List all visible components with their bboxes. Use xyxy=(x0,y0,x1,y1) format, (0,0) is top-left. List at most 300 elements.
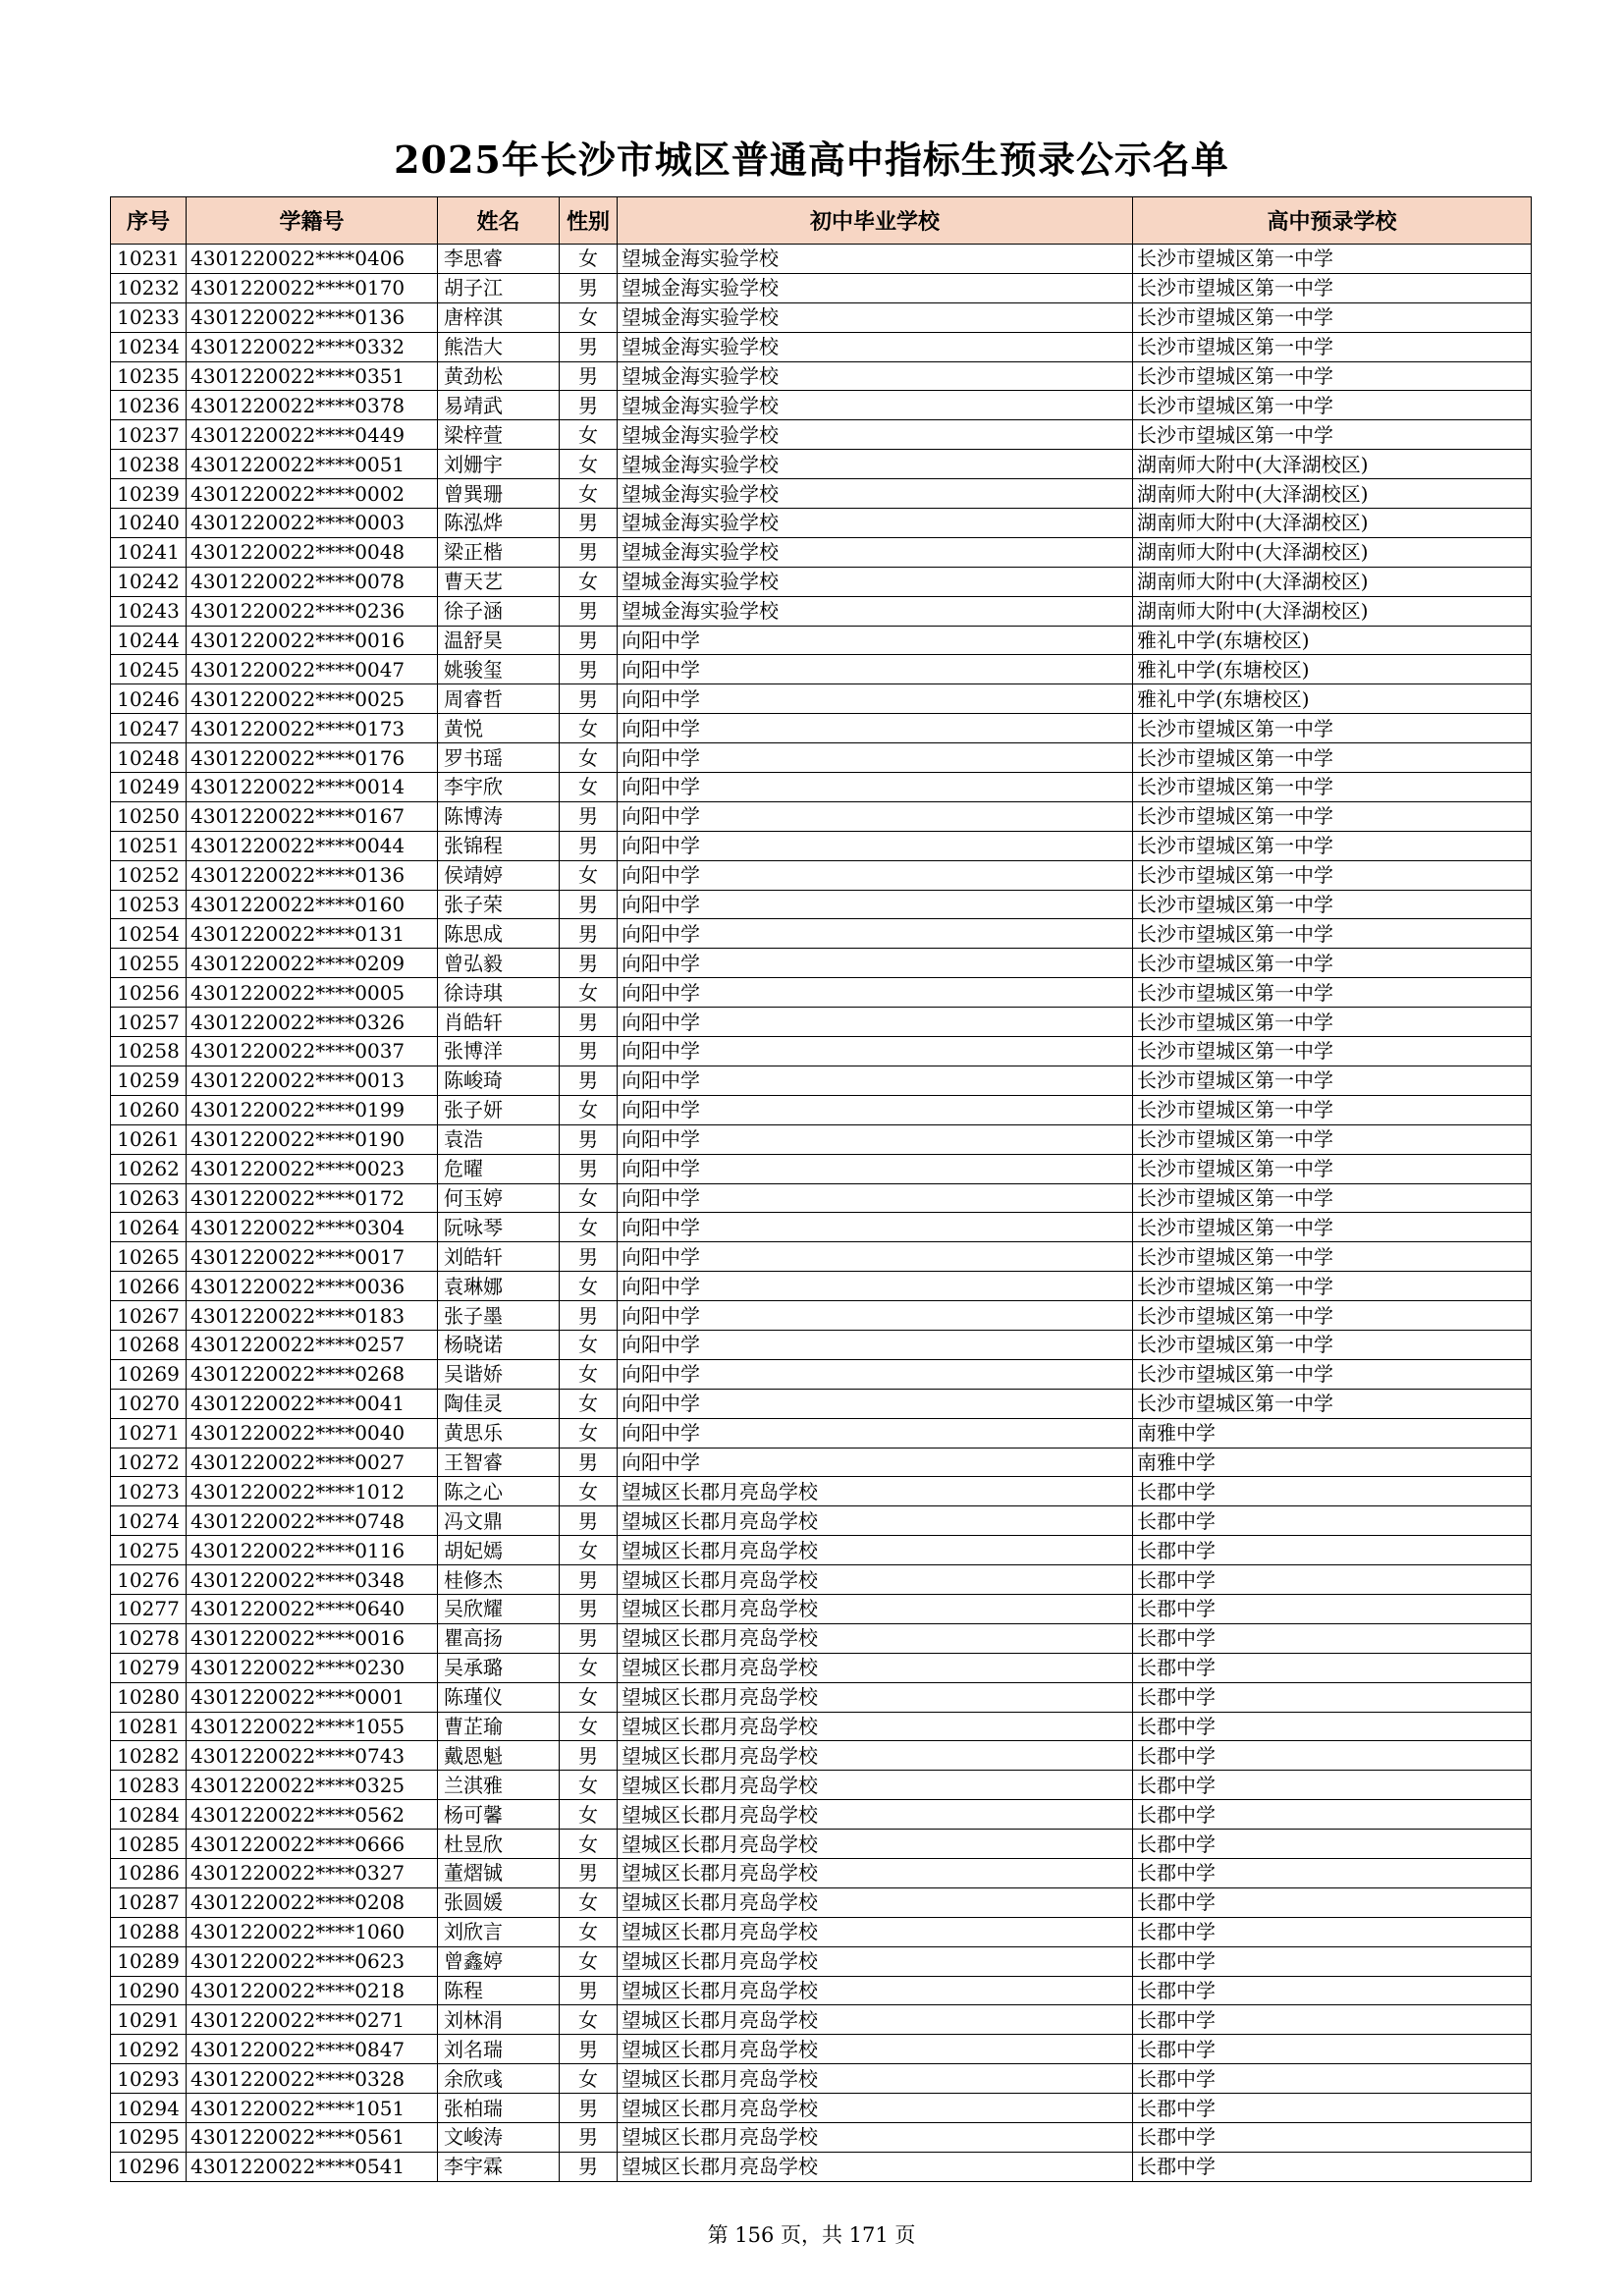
cell-name: 李宇欣 xyxy=(438,773,560,802)
cell-senior-school: 长郡中学 xyxy=(1133,2005,1532,2035)
cell-name: 兰淇雅 xyxy=(438,1771,560,1800)
cell-senior-school: 湖南师大附中(大泽湖校区) xyxy=(1133,567,1532,596)
cell-student-id: 4301220022****1060 xyxy=(187,1917,438,1946)
table-row xyxy=(111,2152,1532,2181)
cell-student-id: 4301220022****0040 xyxy=(187,1418,438,1448)
cell-name: 易靖武 xyxy=(438,391,560,420)
cell-seq: 10266 xyxy=(111,1272,187,1301)
cell-seq: 10244 xyxy=(111,626,187,655)
cell-seq: 10261 xyxy=(111,1124,187,1154)
cell-junior-school: 向阳中学 xyxy=(618,1448,1133,1477)
cell-student-id: 4301220022****0016 xyxy=(187,626,438,655)
cell-junior-school: 向阳中学 xyxy=(618,1213,1133,1242)
cell-gender: 男 xyxy=(560,509,618,538)
cell-senior-school: 长沙市望城区第一中学 xyxy=(1133,1330,1532,1359)
cell-student-id: 4301220022****0666 xyxy=(187,1830,438,1859)
table-row xyxy=(111,2094,1532,2123)
cell-seq: 10263 xyxy=(111,1183,187,1213)
cell-junior-school: 望城区长郡月亮岛学校 xyxy=(618,1712,1133,1741)
cell-gender: 女 xyxy=(560,1946,618,1976)
cell-seq: 10295 xyxy=(111,2123,187,2153)
cell-junior-school: 向阳中学 xyxy=(618,1124,1133,1154)
cell-junior-school: 向阳中学 xyxy=(618,626,1133,655)
table-row xyxy=(111,1917,1532,1946)
table-row xyxy=(111,1242,1532,1272)
cell-junior-school: 向阳中学 xyxy=(618,1272,1133,1301)
table-row xyxy=(111,949,1532,978)
cell-name: 曾弘毅 xyxy=(438,949,560,978)
cell-senior-school: 长郡中学 xyxy=(1133,1858,1532,1887)
cell-junior-school: 向阳中学 xyxy=(618,831,1133,860)
cell-seq: 10233 xyxy=(111,302,187,332)
cell-senior-school: 长沙市望城区第一中学 xyxy=(1133,831,1532,860)
cell-senior-school: 长郡中学 xyxy=(1133,1477,1532,1506)
cell-junior-school: 向阳中学 xyxy=(618,1301,1133,1331)
cell-name: 温舒昊 xyxy=(438,626,560,655)
cell-gender: 男 xyxy=(560,1124,618,1154)
table-row xyxy=(111,801,1532,831)
table-row xyxy=(111,1623,1532,1653)
cell-name: 姚骏玺 xyxy=(438,655,560,684)
cell-name: 危曜 xyxy=(438,1154,560,1183)
table-row xyxy=(111,1771,1532,1800)
cell-name: 王智睿 xyxy=(438,1448,560,1477)
cell-seq: 10291 xyxy=(111,2005,187,2035)
cell-seq: 10249 xyxy=(111,773,187,802)
cell-student-id: 4301220022****0190 xyxy=(187,1124,438,1154)
cell-name: 张柏瑞 xyxy=(438,2094,560,2123)
table-row xyxy=(111,2123,1532,2153)
table-row xyxy=(111,273,1532,302)
cell-student-id: 4301220022****0351 xyxy=(187,361,438,391)
cell-gender: 女 xyxy=(560,1359,618,1389)
cell-student-id: 4301220022****0199 xyxy=(187,1095,438,1124)
cell-student-id: 4301220022****0748 xyxy=(187,1506,438,1536)
cell-name: 阮咏琴 xyxy=(438,1213,560,1242)
cell-student-id: 4301220022****0002 xyxy=(187,479,438,509)
cell-gender: 男 xyxy=(560,919,618,949)
cell-senior-school: 长郡中学 xyxy=(1133,1594,1532,1623)
cell-junior-school: 向阳中学 xyxy=(618,655,1133,684)
cell-student-id: 4301220022****0449 xyxy=(187,420,438,450)
cell-student-id: 4301220022****0048 xyxy=(187,537,438,567)
table-row xyxy=(111,1330,1532,1359)
cell-junior-school: 望城区长郡月亮岛学校 xyxy=(618,1858,1133,1887)
cell-student-id: 4301220022****0640 xyxy=(187,1594,438,1623)
cell-junior-school: 望城金海实验学校 xyxy=(618,479,1133,509)
cell-senior-school: 湖南师大附中(大泽湖校区) xyxy=(1133,509,1532,538)
cell-junior-school: 望城区长郡月亮岛学校 xyxy=(618,1741,1133,1771)
cell-senior-school: 长沙市望城区第一中学 xyxy=(1133,949,1532,978)
cell-seq: 10274 xyxy=(111,1506,187,1536)
cell-junior-school: 望城区长郡月亮岛学校 xyxy=(618,1477,1133,1506)
cell-name: 瞿高扬 xyxy=(438,1623,560,1653)
table-row xyxy=(111,1594,1532,1623)
cell-gender: 男 xyxy=(560,949,618,978)
cell-junior-school: 望城金海实验学校 xyxy=(618,391,1133,420)
cell-gender: 女 xyxy=(560,1682,618,1712)
cell-gender: 女 xyxy=(560,860,618,890)
cell-student-id: 4301220022****0136 xyxy=(187,860,438,890)
cell-junior-school: 望城金海实验学校 xyxy=(618,332,1133,361)
cell-student-id: 4301220022****0327 xyxy=(187,1858,438,1887)
cell-seq: 10242 xyxy=(111,567,187,596)
table-row xyxy=(111,479,1532,509)
cell-junior-school: 向阳中学 xyxy=(618,1242,1133,1272)
cell-senior-school: 长沙市望城区第一中学 xyxy=(1133,420,1532,450)
header-junior-school: 初中毕业学校 xyxy=(618,197,1133,245)
cell-junior-school: 望城金海实验学校 xyxy=(618,361,1133,391)
cell-seq: 10239 xyxy=(111,479,187,509)
table-row xyxy=(111,684,1532,714)
table-row xyxy=(111,1536,1532,1565)
cell-gender: 男 xyxy=(560,1594,618,1623)
table-row xyxy=(111,1154,1532,1183)
cell-senior-school: 长沙市望城区第一中学 xyxy=(1133,801,1532,831)
cell-name: 侯靖婷 xyxy=(438,860,560,890)
cell-seq: 10262 xyxy=(111,1154,187,1183)
cell-seq: 10290 xyxy=(111,1976,187,2005)
cell-junior-school: 望城区长郡月亮岛学校 xyxy=(618,1653,1133,1682)
cell-student-id: 4301220022****0326 xyxy=(187,1008,438,1037)
table-row xyxy=(111,626,1532,655)
cell-name: 罗书瑶 xyxy=(438,743,560,773)
cell-senior-school: 长郡中学 xyxy=(1133,1741,1532,1771)
cell-senior-school: 长沙市望城区第一中学 xyxy=(1133,391,1532,420)
cell-seq: 10289 xyxy=(111,1946,187,1976)
cell-name: 董熠铖 xyxy=(438,1858,560,1887)
cell-name: 胡子江 xyxy=(438,273,560,302)
cell-senior-school: 长沙市望城区第一中学 xyxy=(1133,1037,1532,1066)
cell-junior-school: 望城区长郡月亮岛学校 xyxy=(618,1536,1133,1565)
cell-name: 黄劲松 xyxy=(438,361,560,391)
cell-name: 曾巽珊 xyxy=(438,479,560,509)
cell-student-id: 4301220022****0037 xyxy=(187,1037,438,1066)
cell-gender: 女 xyxy=(560,714,618,743)
cell-senior-school: 长沙市望城区第一中学 xyxy=(1133,773,1532,802)
cell-junior-school: 望城金海实验学校 xyxy=(618,420,1133,450)
cell-name: 梁正楷 xyxy=(438,537,560,567)
cell-senior-school: 长郡中学 xyxy=(1133,1623,1532,1653)
cell-seq: 10234 xyxy=(111,332,187,361)
cell-name: 张子妍 xyxy=(438,1095,560,1124)
table-row xyxy=(111,567,1532,596)
cell-senior-school: 长沙市望城区第一中学 xyxy=(1133,1359,1532,1389)
cell-gender: 女 xyxy=(560,1830,618,1859)
cell-junior-school: 望城金海实验学校 xyxy=(618,509,1133,538)
cell-seq: 10280 xyxy=(111,1682,187,1712)
cell-senior-school: 长郡中学 xyxy=(1133,1682,1532,1712)
cell-name: 刘皓轩 xyxy=(438,1242,560,1272)
cell-student-id: 4301220022****0014 xyxy=(187,773,438,802)
cell-student-id: 4301220022****0136 xyxy=(187,302,438,332)
cell-name: 何玉婷 xyxy=(438,1183,560,1213)
cell-junior-school: 向阳中学 xyxy=(618,684,1133,714)
cell-junior-school: 向阳中学 xyxy=(618,1359,1133,1389)
cell-seq: 10264 xyxy=(111,1213,187,1242)
table-row xyxy=(111,596,1532,626)
cell-student-id: 4301220022****0325 xyxy=(187,1771,438,1800)
cell-gender: 女 xyxy=(560,1477,618,1506)
cell-seq: 10235 xyxy=(111,361,187,391)
table-row xyxy=(111,1301,1532,1331)
cell-seq: 10258 xyxy=(111,1037,187,1066)
cell-seq: 10285 xyxy=(111,1830,187,1859)
cell-senior-school: 南雅中学 xyxy=(1133,1418,1532,1448)
table-row xyxy=(111,509,1532,538)
table-row xyxy=(111,2035,1532,2064)
cell-seq: 10252 xyxy=(111,860,187,890)
cell-name: 吴承璐 xyxy=(438,1653,560,1682)
cell-student-id: 4301220022****0332 xyxy=(187,332,438,361)
cell-gender: 男 xyxy=(560,332,618,361)
cell-junior-school: 向阳中学 xyxy=(618,1037,1133,1066)
cell-senior-school: 长沙市望城区第一中学 xyxy=(1133,361,1532,391)
roster-table xyxy=(110,196,1532,2182)
cell-gender: 男 xyxy=(560,1037,618,1066)
cell-gender: 男 xyxy=(560,1008,618,1037)
cell-seq: 10272 xyxy=(111,1448,187,1477)
cell-senior-school: 长郡中学 xyxy=(1133,1830,1532,1859)
table-row xyxy=(111,1800,1532,1830)
cell-gender: 女 xyxy=(560,420,618,450)
cell-gender: 男 xyxy=(560,1741,618,1771)
cell-gender: 女 xyxy=(560,1800,618,1830)
cell-junior-school: 向阳中学 xyxy=(618,714,1133,743)
cell-seq: 10255 xyxy=(111,949,187,978)
cell-gender: 女 xyxy=(560,773,618,802)
cell-gender: 男 xyxy=(560,1506,618,1536)
cell-name: 陈峻琦 xyxy=(438,1066,560,1095)
cell-name: 袁琳娜 xyxy=(438,1272,560,1301)
cell-seq: 10236 xyxy=(111,391,187,420)
cell-student-id: 4301220022****0743 xyxy=(187,1741,438,1771)
cell-seq: 10287 xyxy=(111,1887,187,1917)
table-row xyxy=(111,1183,1532,1213)
cell-seq: 10232 xyxy=(111,273,187,302)
cell-seq: 10248 xyxy=(111,743,187,773)
table-row xyxy=(111,1477,1532,1506)
table-row xyxy=(111,831,1532,860)
cell-seq: 10231 xyxy=(111,245,187,274)
cell-seq: 10281 xyxy=(111,1712,187,1741)
cell-senior-school: 雅礼中学(东塘校区) xyxy=(1133,655,1532,684)
table-row xyxy=(111,1448,1532,1477)
cell-junior-school: 望城区长郡月亮岛学校 xyxy=(618,1565,1133,1595)
cell-seq: 10240 xyxy=(111,509,187,538)
cell-name: 张锦程 xyxy=(438,831,560,860)
cell-name: 曾鑫婷 xyxy=(438,1946,560,1976)
cell-gender: 男 xyxy=(560,2123,618,2153)
table-row xyxy=(111,1213,1532,1242)
cell-junior-school: 望城区长郡月亮岛学校 xyxy=(618,1800,1133,1830)
cell-senior-school: 长郡中学 xyxy=(1133,2035,1532,2064)
cell-gender: 男 xyxy=(560,1154,618,1183)
cell-junior-school: 望城区长郡月亮岛学校 xyxy=(618,1623,1133,1653)
cell-junior-school: 望城区长郡月亮岛学校 xyxy=(618,2123,1133,2153)
cell-name: 黄思乐 xyxy=(438,1418,560,1448)
cell-student-id: 4301220022****0017 xyxy=(187,1242,438,1272)
table-row xyxy=(111,1830,1532,1859)
cell-junior-school: 向阳中学 xyxy=(618,1389,1133,1418)
cell-student-id: 4301220022****0847 xyxy=(187,2035,438,2064)
table-row xyxy=(111,714,1532,743)
cell-junior-school: 向阳中学 xyxy=(618,1066,1133,1095)
cell-junior-school: 向阳中学 xyxy=(618,919,1133,949)
cell-student-id: 4301220022****0027 xyxy=(187,1448,438,1477)
cell-junior-school: 向阳中学 xyxy=(618,1418,1133,1448)
table-row xyxy=(111,1653,1532,1682)
cell-seq: 10283 xyxy=(111,1771,187,1800)
cell-gender: 女 xyxy=(560,2064,618,2094)
cell-gender: 女 xyxy=(560,1712,618,1741)
cell-name: 余欣彧 xyxy=(438,2064,560,2094)
cell-seq: 10296 xyxy=(111,2152,187,2181)
cell-junior-school: 望城金海实验学校 xyxy=(618,245,1133,274)
cell-student-id: 4301220022****0078 xyxy=(187,567,438,596)
cell-seq: 10260 xyxy=(111,1095,187,1124)
cell-senior-school: 长沙市望城区第一中学 xyxy=(1133,1213,1532,1242)
cell-seq: 10251 xyxy=(111,831,187,860)
cell-seq: 10268 xyxy=(111,1330,187,1359)
cell-student-id: 4301220022****0623 xyxy=(187,1946,438,1976)
page-footer: 第 156 页，共 171 页 xyxy=(707,2223,916,2247)
cell-junior-school: 向阳中学 xyxy=(618,801,1133,831)
cell-gender: 女 xyxy=(560,1917,618,1946)
cell-student-id: 4301220022****0013 xyxy=(187,1066,438,1095)
table-row xyxy=(111,332,1532,361)
cell-senior-school: 湖南师大附中(大泽湖校区) xyxy=(1133,450,1532,479)
table-row xyxy=(111,245,1532,274)
cell-gender: 男 xyxy=(560,273,618,302)
cell-gender: 女 xyxy=(560,1418,618,1448)
cell-gender: 女 xyxy=(560,1389,618,1418)
cell-name: 熊浩大 xyxy=(438,332,560,361)
cell-junior-school: 望城区长郡月亮岛学校 xyxy=(618,1594,1133,1623)
cell-junior-school: 望城区长郡月亮岛学校 xyxy=(618,1946,1133,1976)
header-name: 姓名 xyxy=(438,197,560,245)
cell-senior-school: 长郡中学 xyxy=(1133,2094,1532,2123)
table-row xyxy=(111,919,1532,949)
cell-senior-school: 长郡中学 xyxy=(1133,1976,1532,2005)
cell-seq: 10254 xyxy=(111,919,187,949)
cell-student-id: 4301220022****0001 xyxy=(187,1682,438,1712)
cell-senior-school: 长沙市望城区第一中学 xyxy=(1133,1095,1532,1124)
cell-junior-school: 望城金海实验学校 xyxy=(618,596,1133,626)
cell-student-id: 4301220022****0173 xyxy=(187,714,438,743)
cell-junior-school: 望城区长郡月亮岛学校 xyxy=(618,2035,1133,2064)
cell-student-id: 4301220022****0005 xyxy=(187,978,438,1008)
cell-name: 戴恩魁 xyxy=(438,1741,560,1771)
header-senior-school: 高中预录学校 xyxy=(1133,197,1532,245)
table-row xyxy=(111,655,1532,684)
cell-junior-school: 望城金海实验学校 xyxy=(618,567,1133,596)
cell-gender: 女 xyxy=(560,1330,618,1359)
cell-seq: 10243 xyxy=(111,596,187,626)
cell-student-id: 4301220022****0160 xyxy=(187,890,438,919)
cell-seq: 10250 xyxy=(111,801,187,831)
cell-junior-school: 向阳中学 xyxy=(618,890,1133,919)
header-seq: 序号 xyxy=(111,197,187,245)
cell-seq: 10292 xyxy=(111,2035,187,2064)
cell-student-id: 4301220022****0328 xyxy=(187,2064,438,2094)
table-row xyxy=(111,537,1532,567)
cell-senior-school: 雅礼中学(东塘校区) xyxy=(1133,684,1532,714)
cell-senior-school: 长沙市望城区第一中学 xyxy=(1133,302,1532,332)
cell-student-id: 4301220022****1012 xyxy=(187,1477,438,1506)
cell-senior-school: 长沙市望城区第一中学 xyxy=(1133,1301,1532,1331)
cell-seq: 10256 xyxy=(111,978,187,1008)
cell-gender: 女 xyxy=(560,2005,618,2035)
cell-name: 李思睿 xyxy=(438,245,560,274)
cell-name: 陈之心 xyxy=(438,1477,560,1506)
cell-name: 杜昱欣 xyxy=(438,1830,560,1859)
cell-senior-school: 长沙市望城区第一中学 xyxy=(1133,1066,1532,1095)
cell-junior-school: 望城区长郡月亮岛学校 xyxy=(618,1682,1133,1712)
table-row xyxy=(111,1946,1532,1976)
table-row xyxy=(111,773,1532,802)
cell-gender: 女 xyxy=(560,1887,618,1917)
cell-senior-school: 长郡中学 xyxy=(1133,1800,1532,1830)
cell-senior-school: 长沙市望城区第一中学 xyxy=(1133,860,1532,890)
cell-senior-school: 长郡中学 xyxy=(1133,2064,1532,2094)
cell-senior-school: 长郡中学 xyxy=(1133,1712,1532,1741)
cell-student-id: 4301220022****0304 xyxy=(187,1213,438,1242)
table-row xyxy=(111,1066,1532,1095)
cell-senior-school: 长沙市望城区第一中学 xyxy=(1133,1242,1532,1272)
cell-senior-school: 长沙市望城区第一中学 xyxy=(1133,1183,1532,1213)
table-row xyxy=(111,1389,1532,1418)
cell-gender: 男 xyxy=(560,1565,618,1595)
cell-gender: 女 xyxy=(560,1095,618,1124)
cell-junior-school: 向阳中学 xyxy=(618,860,1133,890)
cell-name: 唐梓淇 xyxy=(438,302,560,332)
cell-name: 刘欣言 xyxy=(438,1917,560,1946)
cell-senior-school: 长郡中学 xyxy=(1133,2152,1532,2181)
cell-senior-school: 长沙市望城区第一中学 xyxy=(1133,1124,1532,1154)
cell-student-id: 4301220022****0257 xyxy=(187,1330,438,1359)
cell-junior-school: 向阳中学 xyxy=(618,773,1133,802)
table-row xyxy=(111,1008,1532,1037)
cell-junior-school: 望城区长郡月亮岛学校 xyxy=(618,1771,1133,1800)
table-row xyxy=(111,1124,1532,1154)
cell-senior-school: 长沙市望城区第一中学 xyxy=(1133,1154,1532,1183)
cell-junior-school: 望城区长郡月亮岛学校 xyxy=(618,2064,1133,2094)
cell-gender: 男 xyxy=(560,626,618,655)
cell-name: 陈博涛 xyxy=(438,801,560,831)
cell-senior-school: 南雅中学 xyxy=(1133,1448,1532,1477)
cell-student-id: 4301220022****0541 xyxy=(187,2152,438,2181)
cell-senior-school: 长沙市望城区第一中学 xyxy=(1133,890,1532,919)
table-row xyxy=(111,2005,1532,2035)
cell-senior-school: 湖南师大附中(大泽湖校区) xyxy=(1133,596,1532,626)
cell-gender: 男 xyxy=(560,1242,618,1272)
table-row xyxy=(111,890,1532,919)
cell-seq: 10238 xyxy=(111,450,187,479)
cell-junior-school: 望城区长郡月亮岛学校 xyxy=(618,1830,1133,1859)
cell-student-id: 4301220022****0131 xyxy=(187,919,438,949)
cell-name: 曹天艺 xyxy=(438,567,560,596)
cell-name: 陈泓烨 xyxy=(438,509,560,538)
cell-student-id: 4301220022****0044 xyxy=(187,831,438,860)
cell-student-id: 4301220022****0208 xyxy=(187,1887,438,1917)
cell-junior-school: 望城金海实验学校 xyxy=(618,273,1133,302)
cell-gender: 男 xyxy=(560,596,618,626)
cell-name: 徐子涵 xyxy=(438,596,560,626)
cell-name: 刘姗宇 xyxy=(438,450,560,479)
cell-senior-school: 长沙市望城区第一中学 xyxy=(1133,714,1532,743)
cell-gender: 女 xyxy=(560,1213,618,1242)
